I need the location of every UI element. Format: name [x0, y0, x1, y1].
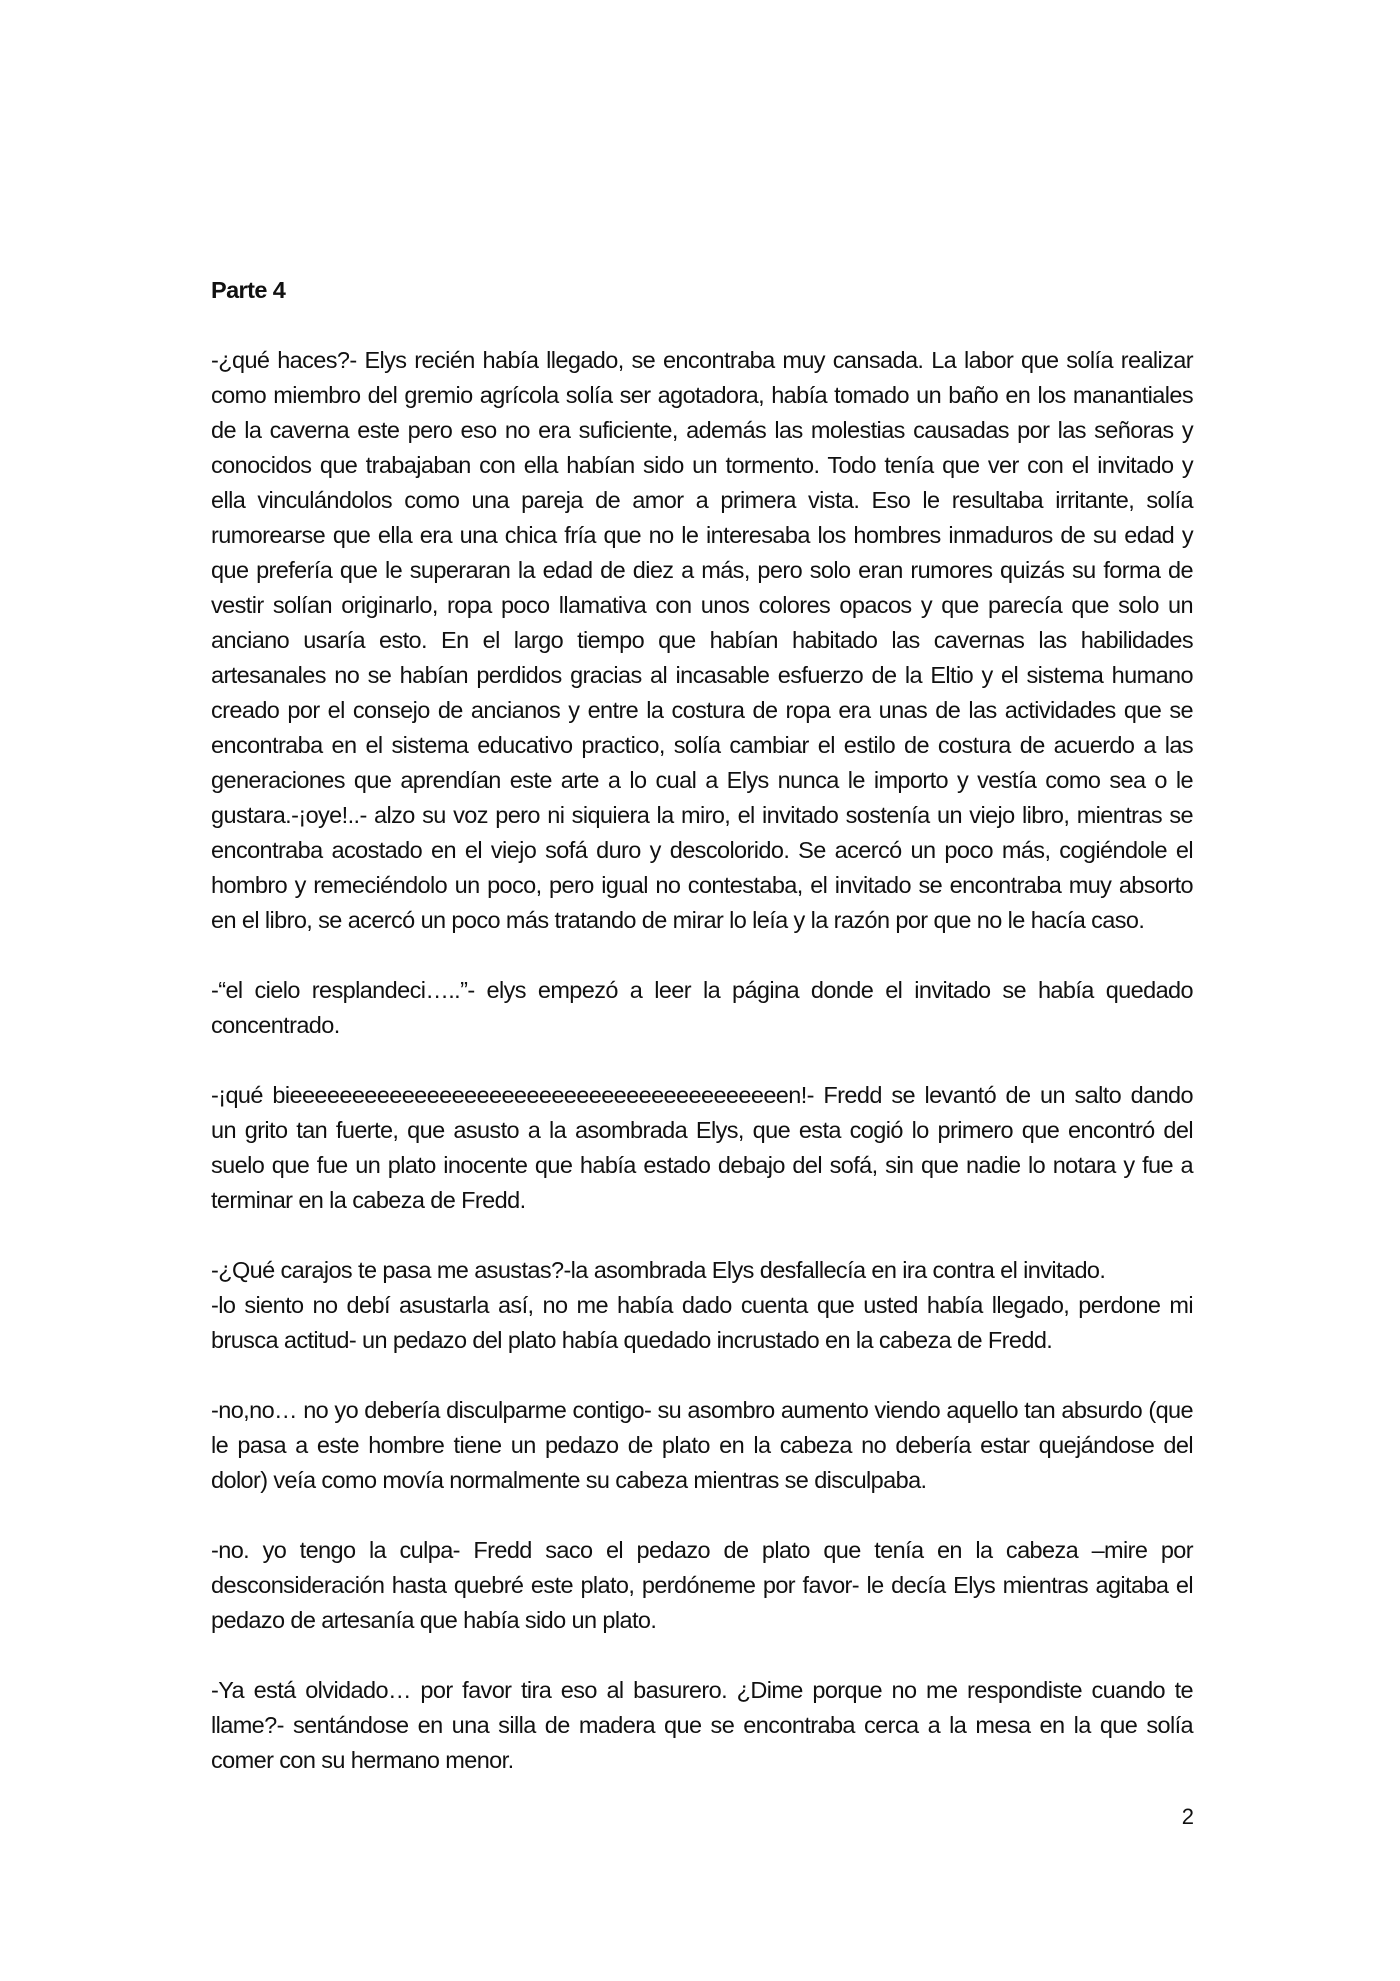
paragraph-5: -lo siento no debí asustarla así, no me había dado cuenta que usted había llegado, perdone mi brusca actitud- un pedazo del plato había quedado incrustado en la cabeza de Fredd. — [211, 1292, 1193, 1353]
page-number: 2 — [1181, 1804, 1194, 1829]
paragraph-1: -¿qué haces?- Elys recién había llegado, se encontraba muy cansada. La labor que solía realizar como miembro del gremio agrícola solía ser agotadora, había tomado un baño en los manantiales de la caverna este pero eso no era suficiente, además las molestias causadas por las señoras y conocidos que trabajaban con ella habían sido un tormento. Todo tenía que ver con el invitado y ella vinculándolos como una pareja de amor a primera vista. Eso le resultaba irritante, solía rumorearse que ella era una chica fría que no le interesaba los hombres inmaduros de su edad y que prefería que le superaran la edad de diez a más, pero solo eran rumores quizás su forma de vestir solían originarlo, ropa poco llamativa con unos colores opacos y que parecía que solo un anciano usaría esto. En el largo tiempo que habían habitado las cavernas las habilidades artesanales no se habían perdidos gracias al incasable esfuerzo de la Eltio y el sistema humano creado por el consejo de ancianos y entre la costura de ropa era unas de las actividades que se encontraba en el sistema educativo practico, solía cambiar el estilo de costura de acuerdo a las generaciones que aprendían este arte a lo cual a Elys nunca le importo y vestía como sea o le gustara.-¡oye!..- alzo su voz pero ni siquiera la miro, el invitado sostenía un viejo libro, mientras se encontraba acostado en el viejo sofá duro y descolorido. Se acercó un poco más, cogiéndole el hombro y remeciéndolo un poco, pero igual no contestaba, el invitado se encontraba muy absorto en el libro, se acercó un poco más tratando de mirar lo leía y la razón por que no le hacía caso. — [211, 347, 1193, 933]
paragraph-6: -no,no… no yo debería disculparme contigo- su asombro aumento viendo aquello tan absurdo (que le pasa a este hombre tiene un pedazo de plato en la cabeza no debería estar quejándose del dolor) veía como movía normalmente su cabeza mientras se disculpaba. — [211, 1397, 1193, 1493]
document-body — [211, 273, 1193, 1813]
paragraph-4: -¿Qué carajos te pasa me asustas?-la asombrada Elys desfallecía en ira contra el invitado. — [211, 1257, 1106, 1283]
paragraph-7: -no. yo tengo la culpa- Fredd saco el pedazo de plato que tenía en la cabeza –mire por desconsideración hasta quebré este plato, perdóneme por favor- le decía Elys mientras agitaba el pedazo de artesanía que había sido un plato. — [211, 1537, 1193, 1633]
paragraph-8: -Ya está olvidado… por favor tira eso al basurero. ¿Dime porque no me respondiste cuando te llame?- sentándose en una silla de madera que se encontraba cerca a la mesa en la que solía comer con su hermano menor. — [211, 1677, 1193, 1773]
paragraph-3: -¡qué bieeeeeeeeeeeeeeeeeeeeeeeeeeeeeeeeeeeeeeeen!- Fredd se levantó de un salto dando un grito tan fuerte, que asusto a la asombrada Elys, que esta cogió lo primero que encontró del suelo que fue un plato inocente que había estado debajo del sofá, sin que nadie lo notara y fue a terminar en la cabeza de Fredd. — [211, 1082, 1193, 1213]
paragraph-2: -“el cielo resplandeci…..”- elys empezó a leer la página donde el invitado se había quedado concentrado. — [211, 977, 1193, 1038]
section-heading: Parte 4 — [211, 277, 286, 303]
